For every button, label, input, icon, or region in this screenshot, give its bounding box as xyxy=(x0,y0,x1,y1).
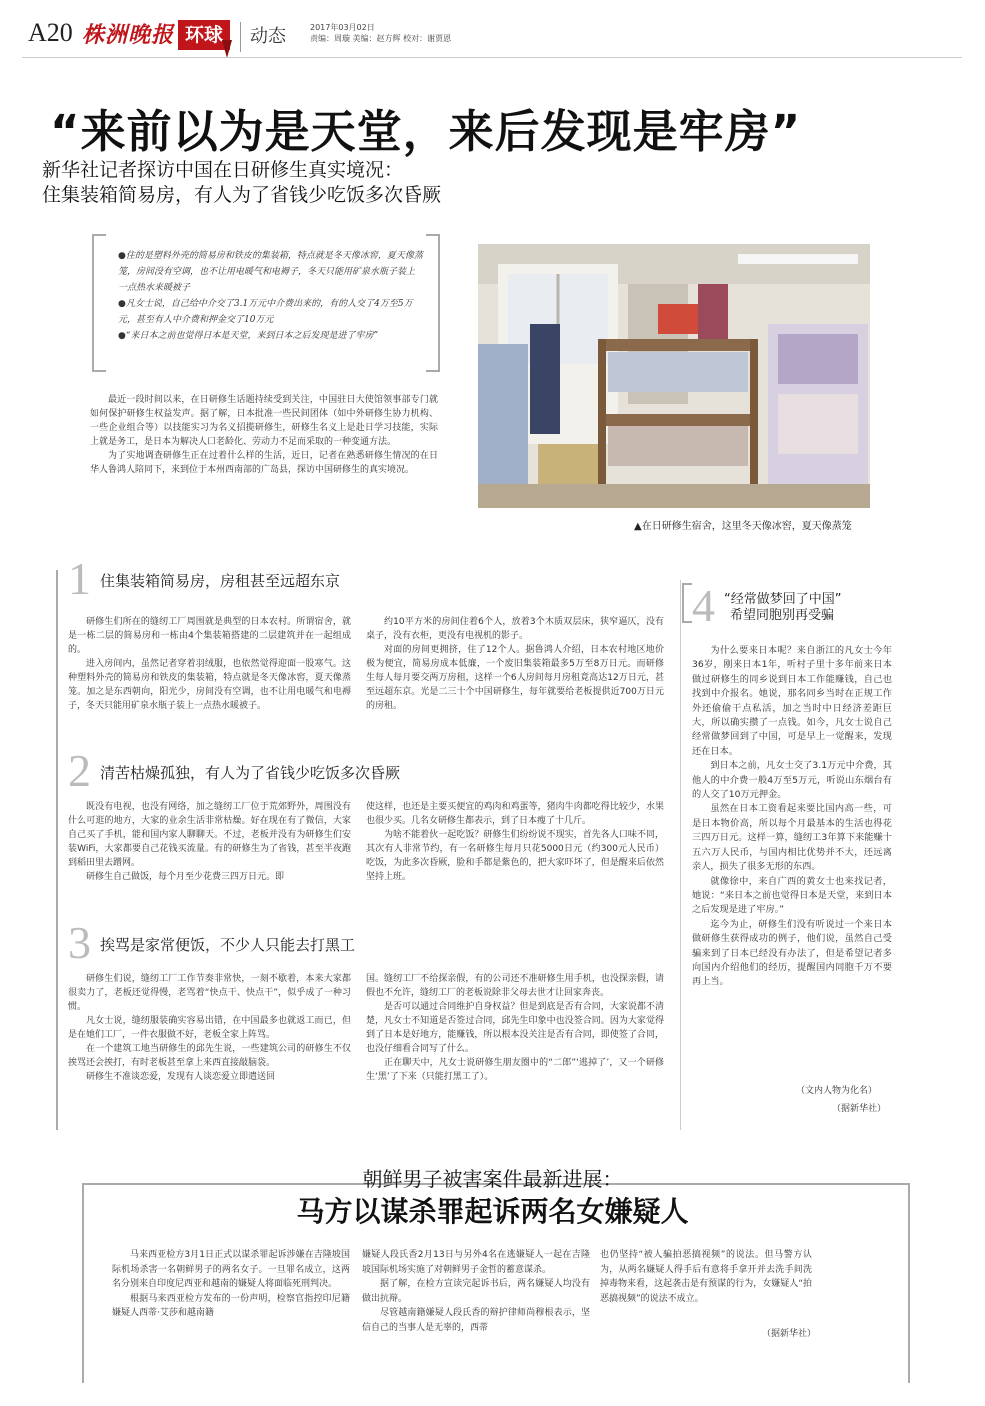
paragraph: 根据马来西亚检方发布的一份声明，检察官指控印尼籍嫌疑人西蒂·艾莎和越南籍 xyxy=(112,1293,350,1318)
paragraph: 虽然在日本工资看起来要比国内高一些，可是日本物价高，所以每个月最基本的生活也得花三四万日元。这样一算，缝纫工3年算下来能赚十五六万人民币，与国内相比优势并不大，还远离亲人，损失了很多无形的东西。 xyxy=(692,803,892,873)
section-number-2: 2 xyxy=(68,745,91,796)
paragraph: 研修生不准谈恋爱，发现有人谈恋爱立即遣送回 xyxy=(86,1072,276,1082)
newspaper-name: 株洲晚报 xyxy=(82,22,175,48)
section-badge: 环球 xyxy=(178,20,230,50)
lead-bracket-right xyxy=(426,234,440,372)
paragraph: 为什么要来日本呢？来自浙江的凡女士今年36岁，刚来日本1年，听村子里十多年前来日本做过研修生的同乡说到日本工作能赚钱，自己也找到中介报名。她说，那名同乡当时在正规工作外还偷偷干点私活，加之当时中日经济差距巨大，所以确实攒了一点钱。如今，凡女士说自己经常做梦回到了中国，可是早上一觉醒来，发现还在日本。 xyxy=(692,645,892,757)
photo-caption: ▲在日研修生宿舍，这里冬天像冰窖，夏天像蒸笼 xyxy=(634,521,852,532)
section-4-col xyxy=(692,644,892,990)
paragraph: 研修生自己做饭，每个月至少花费三四万日元。即 xyxy=(86,872,285,882)
article-2-col-3 xyxy=(600,1248,812,1306)
section-2-col-2 xyxy=(366,800,664,884)
section-number-4: 4 xyxy=(692,580,715,631)
section-4-bracket xyxy=(682,583,692,623)
paragraph: 也仍坚持“被人骗拍恶搞视频”的说法。但马警方认为，从两名嫌疑人得手后有意将手拿开并去洗手间洗掉毒物来看，这起袭击是有预谋的行为，女嫌疑人“拍恶搞视频”的说法不成立。 xyxy=(600,1250,812,1304)
section-1-col-1 xyxy=(68,615,351,713)
paragraph: 尽管越南籍嫌疑人段氏香的辩护律师尚穆根表示，坚信自己的当事人是无辜的，西蒂 xyxy=(362,1308,590,1333)
section-title-2: 清苦枯燥孤独，有人为了省钱少吃饭多次昏厥 xyxy=(100,764,401,782)
paragraph: 据了解，在检方宣读完起诉书后，两名嫌疑人均没有做出抗辩。 xyxy=(362,1279,590,1304)
lead-point-2: ●凡女士说，自己给中介交了3.1万元中介费出来的，有的人交了4万至5万元，甚至有人中介费和押金交了10万元 xyxy=(118,299,413,325)
paragraph: 约10平方米的房间住着6个人，放着3个木质双层床，狭窄逼仄，没有桌子，没有衣柜，更没有电视机的影子。 xyxy=(366,617,664,641)
section-title-1: 住集装箱简易房，房租甚至远超东京 xyxy=(100,572,341,590)
article-2-kicker: 朝鲜男子被害案件最新进展： xyxy=(362,1167,623,1191)
issue-date: 2017年03月02日 xyxy=(310,23,375,32)
intro-paragraph: 为了实地调查研修生正在过着什么样的生活，近日，记者在熟悉研修生情况的在日华人鲁鸿人陪同下，来到位于本州西南部的广岛县，探访中国研修生的真实境况。 xyxy=(90,451,438,475)
section-title-4-line-2: 希望同胞别再受骗 xyxy=(730,608,835,623)
article-1-source: （据新华社） xyxy=(832,1104,887,1114)
subheadline-2: 住集装箱简易房，有人为了省钱少吃饭多次昏厥 xyxy=(42,184,442,206)
paragraph: 研修生们所在的缝纫工厂周围就是典型的日本农村。所谓宿舍，就是一栋二层的简易房和一栋由4个集装箱搭建的二层建筑并在一起组成的。 xyxy=(68,617,351,655)
paragraph: 马来西亚检方3月1日正式以谋杀罪起诉涉嫌在吉隆坡国际机场杀害一名朝鲜男子的两名女子。一旦罪名成立，这两名分别来自印度尼西亚和越南的嫌疑人将面临死刑判决。 xyxy=(112,1250,350,1289)
paragraph: 嫌疑人段氏香2月13日与另外4名在逃嫌疑人一起在吉隆坡国际机场实施了对朝鲜男子金哲的蓄意谋杀。 xyxy=(362,1250,590,1275)
paragraph: 是否可以通过合同维护自身权益？但是到底是否有合同，大家说都不清楚，凡女士不知道是否签过合同，邱先生印象中也没签合同。因为大家觉得到了日本是好地方，能赚钱，所以根本没关注是否有合同，即使签了合同，也没仔细看合同写了什么。 xyxy=(366,1002,664,1054)
paragraph: 为啥不能着伙一起吃饭？研修生们纷纷说不现实，首先各人口味不同，其次有人非常节约，有一名研修生每月只花5000日元（约300元人民币）吃饭，为此多次昏厥，脸和手都是紫色的，把大家吓坏了，但是醒来后依然坚持上班。 xyxy=(366,830,664,882)
lead-bracket-left xyxy=(92,234,106,372)
subheadline-1: 新华社记者探访中国在日研修生真实境况： xyxy=(42,159,404,181)
paragraph: 研修生们说，缝纫工厂工作节奏非常快，一刻不歇着，本来大家都很卖力了，老板还觉得慢，老骂着“快点干、快点干”，似乎成了一种习惯。 xyxy=(68,974,351,1012)
masthead-divider xyxy=(240,22,241,52)
section-title-3: 挨骂是家常便饭，不少人只能去打黑工 xyxy=(100,936,356,954)
paragraph: 迄今为止，研修生们没有听说过一个来日本做研修生获得成功的例子，他们说，虽然自己受骗来到了日本已经没有办法了，但是希望记者多向国内介绍他们的经历，提醒国内同胞千万不要再上当。 xyxy=(692,918,892,988)
section-number-3: 3 xyxy=(68,917,91,968)
subsection-label: 动态 xyxy=(250,26,286,47)
section-3-col-2 xyxy=(366,972,664,1084)
paragraph: 对面的房间更拥挤，住了12个人。据鲁鸿人介绍，日本农村地区地价极为便宜，简易房成本低廉，一个废旧集装箱最多5万至8万日元。而研修生每人每月要交两万房租，这样一个6人房间每月房租竟高达12万日元，甚至远超东京。光是二三十个中国研修生，每年就要给老板提供近700万日元的房租。 xyxy=(366,645,664,711)
paragraph: 在一个建筑工地当研修生的邱先生说，一些建筑公司的研修生不仅挨骂还会挨打，有时老板甚至拿上来西直接敲脑袋。 xyxy=(68,1044,351,1068)
section-title-4-line-1: “经常做梦回了中国” xyxy=(724,592,842,607)
intro-text xyxy=(90,393,438,477)
paragraph: 国。缝纫工厂不给探亲假，有的公司还不准研修生用手机，也没探亲假，请假也不允许，缝纫工厂的老板说除非父母去世才让回家奔丧。 xyxy=(366,974,664,998)
paragraph: 使这样，也还是主要买便宜的鸡肉和鸡蛋等，猪肉牛肉都吃得比较少，水果也很少买。几名女研修生都表示，到了日本瘦了十几斤。 xyxy=(366,802,664,826)
lead-summary xyxy=(118,248,423,344)
paragraph: 既没有电视，也没有网络，加之缝纫工厂位于荒郊野外，周围没有什么可逛的地方，大家的业余生活非常枯燥。好在现在有了微信，大家自己买了手机，能和国内家人聊聊天。不过，老板并没有为研修生们安装WiFi，大家都要自己花钱买流量。有的研修生为了省钱，甚至半夜跑到稻田里去蹭网。 xyxy=(68,802,351,868)
paragraph: 凡女士说，缝纫服装确实容易出错，在中国最多也就返工而已，但是在她们工厂，一件衣服做不好，老板全家上阵骂。 xyxy=(68,1016,351,1040)
section-1-col-2 xyxy=(366,615,664,713)
article-2-title: 马方以谋杀罪起诉两名女嫌疑人 xyxy=(296,1195,689,1228)
page-number: A20 xyxy=(28,18,73,47)
dormitory-photo xyxy=(478,244,870,508)
article-2-col-2 xyxy=(362,1248,590,1335)
section-3-col-1 xyxy=(68,972,351,1084)
editor-credits: 责编：周璇 美编：赵方辉 校对：谢贾恩 xyxy=(310,34,452,43)
paragraph: 进入房间内，虽然记者穿着羽绒服，也依然觉得迎面一股寒气。这种塑料外壳的简易房和铁皮的集装箱，特点就是冬天像冰窖，夏天像蒸笼。加之是东西朝向，阳光少，房间没有空调，也不让用电暖气和电褥子，冬天只能用矿泉水瓶子装上一点热水暖被子。 xyxy=(68,659,351,711)
section-2-col-1 xyxy=(68,800,351,884)
section-number-1: 1 xyxy=(68,553,91,604)
lead-point-3: ●“来日本之前也觉得日本是天堂，来到日本之后发现是进了牢房” xyxy=(118,331,379,341)
body-bracket-left xyxy=(56,570,68,1130)
alias-note: （文内人物为化名） xyxy=(796,1086,878,1096)
intro-paragraph: 最近一段时间以来，在日研修生话题持续受到关注，中国驻日大使馆领事部专门就如何保护研修生权益发声。据了解，日本批准一些民间团体（如中外研修生协力机构、一些企业组合等）以技能实习为名义招揽研修生，研修生名义上是赴日学习技能，实际上就是务工，是日本为解决人口老龄化、劳动力不足而采取的一种变通方法。 xyxy=(90,395,438,447)
article-2-source: （据新华社） xyxy=(762,1329,817,1339)
lead-point-1: ●住的是塑料外壳的简易房和铁皮的集装箱，特点就是冬天像冰窖，夏天像蒸笼，房间没有空调，也不让用电暖气和电褥子，冬天只能用矿泉水瓶子装上一点热水来暖被子 xyxy=(118,251,423,293)
masthead-rule xyxy=(22,57,962,58)
paragraph: 就像徐中，来自广西的黄女士也来找记者，她说：“来日本之前也觉得日本是天堂，来到日本之后发现是进了牢房。” xyxy=(692,875,892,916)
article-2-col-1 xyxy=(112,1248,350,1321)
column-divider xyxy=(680,580,681,1130)
paragraph: 正在聊天中，凡女士说研修生朋友圈中的“二郎”‘逃掉了’，又一个研修生‘黑’了下来（只能打黑工了）。 xyxy=(366,1058,664,1082)
main-headline: “来前以为是天堂，来后发现是牢房” xyxy=(50,105,802,158)
paragraph: 到日本之前，凡女士交了3.1万元中介费，其他人的中介费一般4万至5万元，听说山东烟台有的人交了10万元押金。 xyxy=(692,760,892,801)
